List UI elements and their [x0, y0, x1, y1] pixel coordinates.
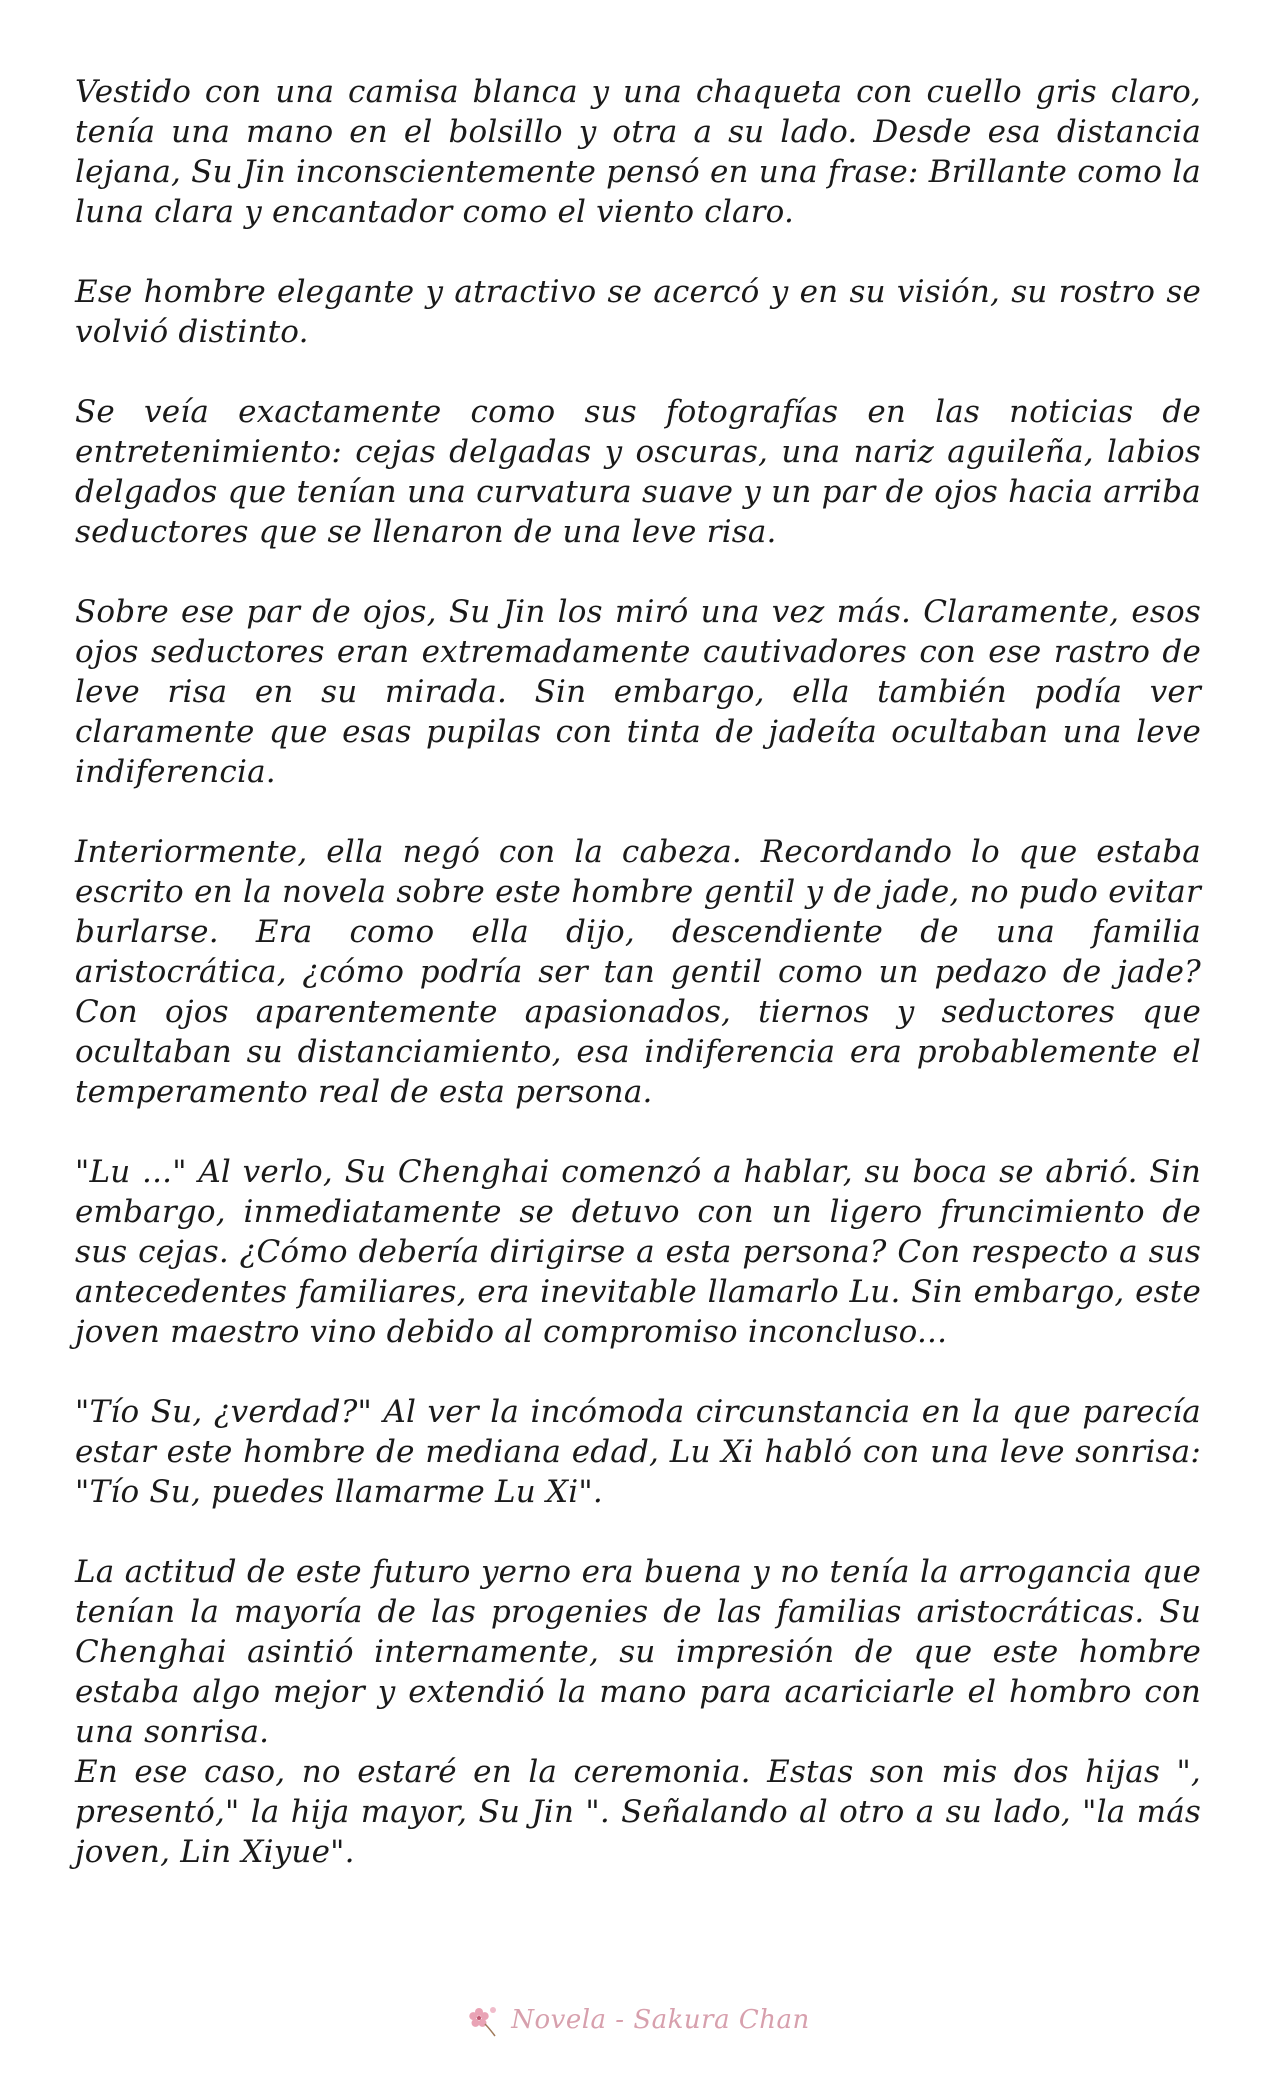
paragraph-7: "Tío Su, ¿verdad?" Al ver la incómoda circunstancia en la que parecía estar este hombre de mediana edad, Lu Xi habló con una leve sonrisa: "Tío Su, puedes llamarme Lu Xi".: [75, 1394, 1201, 1510]
paragraph-9: En ese caso, no estaré en la ceremonia. Estas son mis dos hijas ", presentó," la hija mayor, Su Jin ". Señalando al otro a su lado, "la más joven, Lin Xiyue".: [75, 1754, 1201, 1870]
footer-text: Novela - Sakura Chan: [511, 2005, 810, 2035]
paragraph-2: Ese hombre elegante y atractivo se acercó y en su visión, su rostro se volvió distinto.: [75, 274, 1201, 350]
paragraph-5: Interiormente, ella negó con la cabeza. Recordando lo que estaba escrito en la novela sobre este hombre gentil y de jade, no pudo evitar burlarse. Era como ella dijo, descendiente de una familia aristocrática, ¿cómo podría ser tan gentil como un pedazo de jade? Con ojos aparentemente apasionados, tiernos y seductores que ocultaban su distanciamiento, esa indiferencia era probablemente el temperamento real de esta persona.: [75, 834, 1201, 1110]
paragraph-3: Se veía exactamente como sus fotografías en las noticias de entretenimiento: cejas delgadas y oscuras, una nariz aguileña, labios delgados que tenían una curvatura suave y un par de ojos hacia arriba seductores que se llenaron de una leve risa.: [75, 394, 1201, 550]
paragraph-1: Vestido con una camisa blanca y una chaqueta con cuello gris claro, tenía una mano en el bolsillo y otra a su lado. Desde esa distancia lejana, Su Jin inconscientemente pensó en una frase: Brillante como la luna clara y encantador como el viento claro.: [75, 74, 1201, 230]
footer-watermark: [0, 1990, 1275, 2050]
paragraph-6: "Lu ..." Al verlo, Su Chenghai comenzó a hablar, su boca se abrió. Sin embargo, inmediatamente se detuvo con un ligero fruncimiento de sus cejas. ¿Cómo debería dirigirse a esta persona? Con respecto a sus antecedentes familiares, era inevitable llamarlo Lu. Sin embargo, este joven maestro vino debido al compromiso inconcluso...: [75, 1154, 1201, 1350]
paragraph-4: Sobre ese par de ojos, Su Jin los miró una vez más. Claramente, esos ojos seductores eran extremadamente cautivadores con ese rastro de leve risa en su mirada. Sin embargo, ella también podía ver claramente que esas pupilas con tinta de jadeíta ocultaban una leve indiferencia.: [75, 594, 1201, 790]
paragraph-8: La actitud de este futuro yerno era buena y no tenía la arrogancia que tenían la mayoría de las progenies de las familias aristocráticas. Su Chenghai asintió internamente, su impresión de que este hombre estaba algo mejor y extendió la mano para acariciarle el hombro con una sonrisa.: [75, 1554, 1201, 1750]
sakura-flower-icon: [465, 2002, 501, 2038]
document-body: [75, 72, 1201, 1912]
